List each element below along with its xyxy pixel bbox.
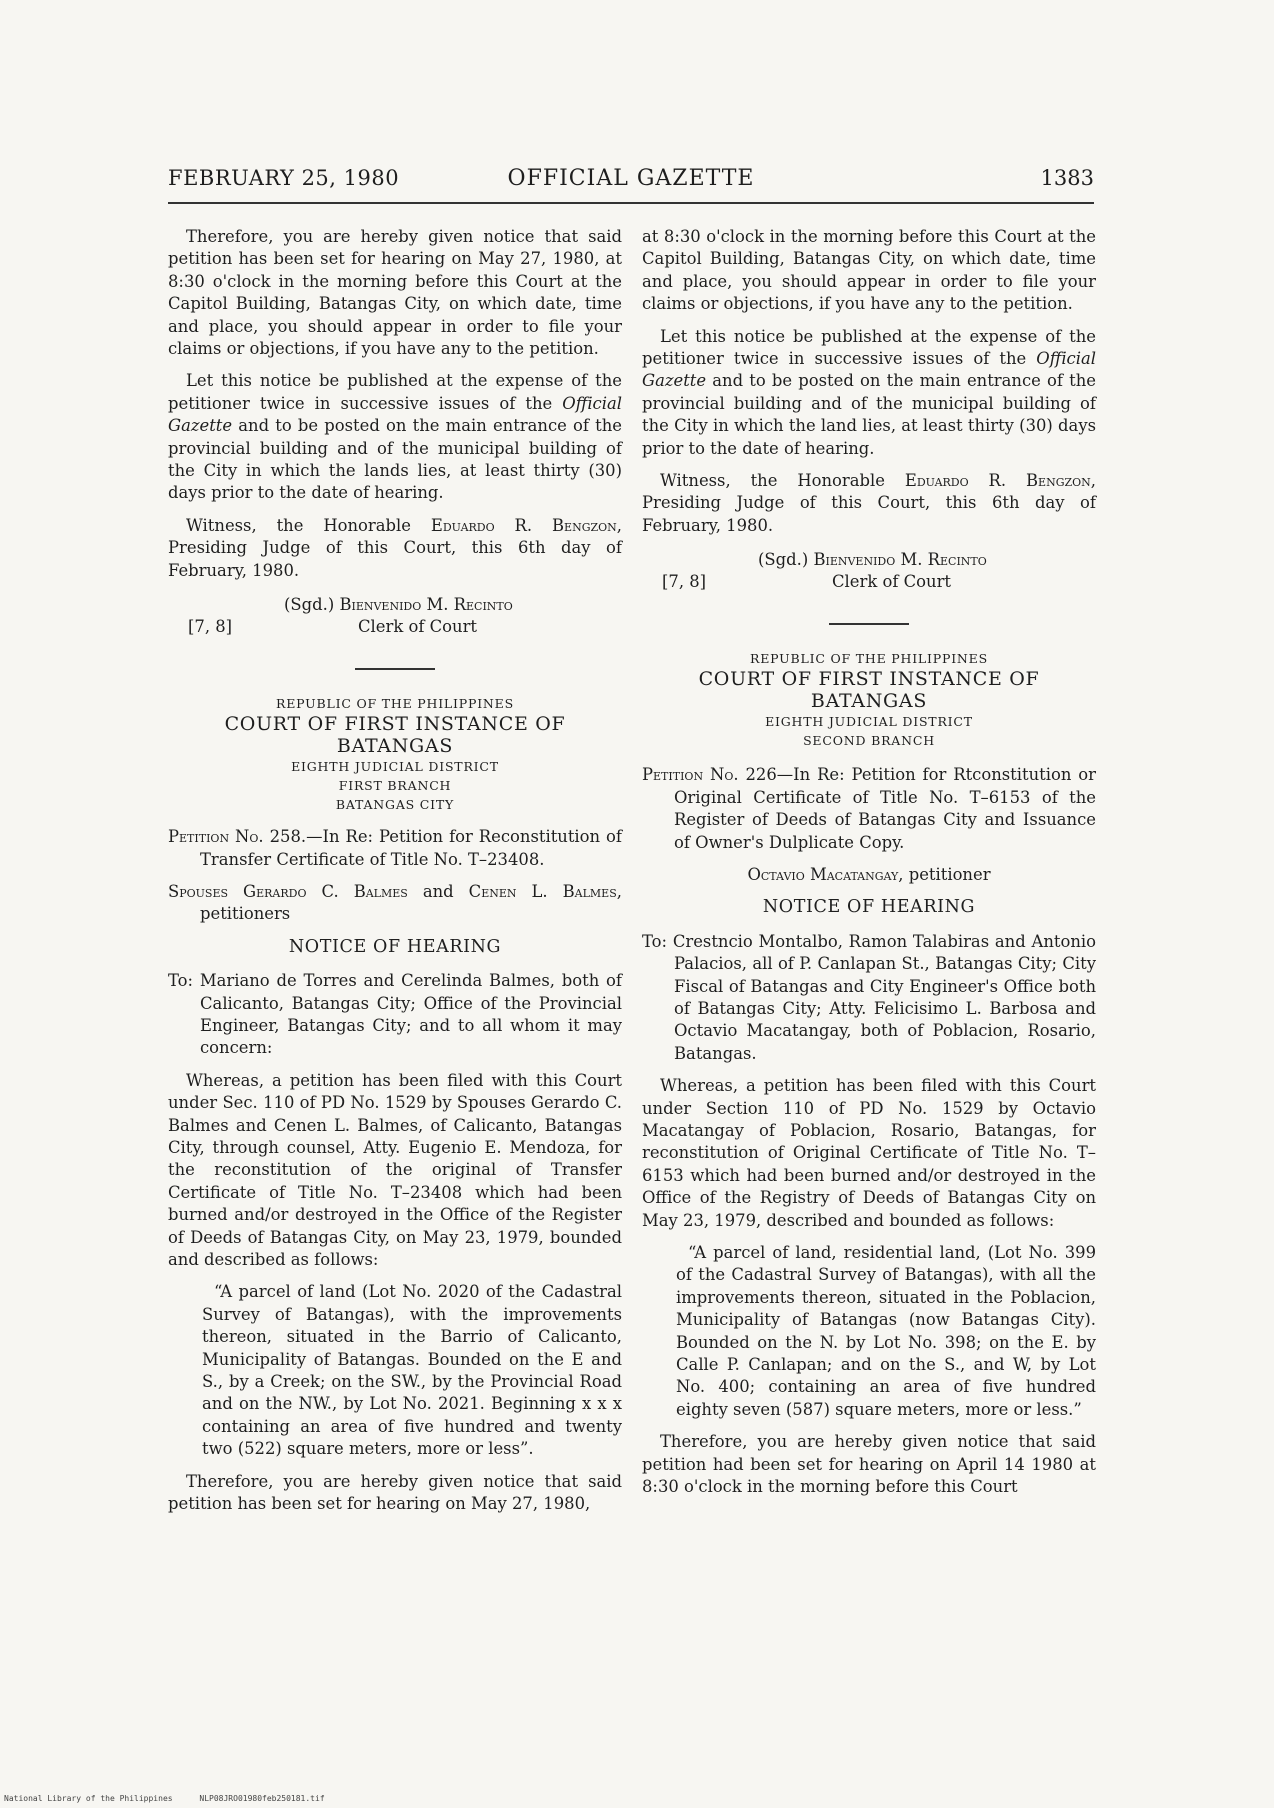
addressees: To: Mariano de Torres and Cerelinda Balmes, both of Calicanto, Batangas City; Office of the Provincial Engineer, Batangas City; and to all whom it may concern: <box>168 971 622 1058</box>
left-column <box>168 226 622 1525</box>
right-signature-block <box>642 547 1096 597</box>
branch-heading: FIRST BRANCH <box>338 778 452 794</box>
gazette-name: Official Gazette <box>168 393 622 436</box>
land-description-quote: “A parcel of land (Lot No. 2020 of the Cadastral Survey of Batangas), with the improvements thereon, situated in the Barrio of Calicanto, Municipality of Batangas. Bounded on the E and S., by a Creek; on the SW., by the Provincial Road and on the NW., by Lot No. 2021. Beginning x x x containing an area of five hundred and twenty two (522) square meters, more or less”. <box>202 1282 622 1459</box>
branch-heading: SECOND BRANCH <box>803 733 935 749</box>
left-closing-paragraph: Therefore, you are hereby given notice that said petition has been set for hearing on May 27, 1980, <box>168 1471 622 1514</box>
addressees: To: Crestncio Montalbo, Ramon Talabiras and Antonio Palacios, all of P. Canlapan St., Batangas City; City Fiscal of Batangas and City Engineer's Office both of Batangas City; Atty. Felicisimo L. Barbosa and Octavio Macatangay, both of Poblacion, Rosario, Batangas. <box>642 931 1096 1063</box>
right-publication-paragraph: Let this notice be published at the expense of the petitioner twice in successive issues of the Official Gazette and to be posted on the main entrance of the provincial building and of the municipal building of the City in which the land lies, at least thirty (30) days prior to the date of hearing. <box>642 326 1096 458</box>
district-heading: EIGHTH JUDICIAL DISTRICT <box>765 714 973 730</box>
whereas-paragraph: Whereas, a petition has been filed with this Court under Section 110 of PD No. 1529 by Octavio Macatangay of Poblacion, Rosario, Batangas, for reconstitution of Original Certificate of Title No. T–6153 which had been burned and/or destroyed in the Office of the Registry of Deeds of Batangas City on May 23, 1979, described and bounded as follows: <box>642 1076 1096 1230</box>
signatory-name: (Sgd.) Bienvenido M. Recinto <box>758 550 987 570</box>
notice-title: NOTICE OF HEARING <box>762 897 976 918</box>
whereas-paragraph: Whereas, a petition has been filed with this Court under Sec. 110 of PD No. 1529 by Spouses Gerardo C. Balmes and Cenen L. Balmes, of Calicanto, Batangas City, through counsel, Atty. Eugenio E. Mendoza, for the reconstitution of the original of Transfer Certificate of Title No. T–23408 which had been burned and/or destroyed in the Office of the Register of Deeds of Batangas City, on May 23, 1979, bounded and described as follows: <box>168 1070 622 1269</box>
petition-caption: Petition No. 258.—In Re: Petition for Reconstitution of Transfer Certificate of Title No. T–23408. <box>168 827 622 869</box>
page-number: 1383 <box>1040 166 1094 190</box>
petitioner-line: Octavio Macatangay, petitioner <box>747 864 991 884</box>
signatory-name: (Sgd.) Bienvenido M. Recinto <box>284 595 513 615</box>
header-title: OFFICIAL GAZETTE <box>507 166 755 191</box>
right-closing-paragraph: Therefore, you are hereby given notice that said petition had been set for hearing on April 14 1980 at 8:30 o'clock in the morning before this Court <box>642 1432 1096 1497</box>
section-separator <box>355 668 435 670</box>
page-header <box>168 166 1094 206</box>
republic-heading: REPUBLIC OF THE PHILIPPINES <box>276 696 514 712</box>
court-heading: COURT OF FIRST INSTANCE OF BATANGAS <box>224 713 566 758</box>
right-continued-paragraph: at 8:30 o'clock in the morning before this Court at the Capitol Building, Batangas City, on which date, time and place, you should appear in order to file your claims or objections, if you have any to the petition. <box>642 227 1096 314</box>
footer-file: NLP08JRO01980feb250181.tif <box>199 1794 325 1803</box>
section-separator <box>829 623 909 625</box>
city-heading: BATANGAS CITY <box>335 797 455 813</box>
left-hearing-paragraph: Therefore, you are hereby given notice that said petition has been set for hearing on May 27, 1980, at 8:30 o'clock in the morning before this Court at the Capitol Building, Batangas City, on which date, time and place, you should appear in order to file your claims or objections, if you have any to the petition. <box>168 227 622 359</box>
gazette-name: Official Gazette <box>642 349 1096 391</box>
petition-caption: Petition No. 226—In Re: Petition for Rtconstitution or Original Certificate of Title No. T–6153 of the Register of Deeds of Batangas City and Issuance of Owner's Dulplicate Copy. <box>642 765 1097 852</box>
republic-heading: REPUBLIC OF THE PHILIPPINES <box>750 651 988 667</box>
left-publication-paragraph: Let this notice be published at the expense of the petitioner twice in successive issues of the Official Gazette and to be posted on the main entrance of the provincial building and of the municipal building of the City in which the lands lies, at least thirty (30) days prior to the date of hearing. <box>168 371 622 503</box>
right-column <box>642 226 1096 1508</box>
judge-name: Eduardo R. Bengzon <box>430 515 617 535</box>
judge-name: Eduardo R. Bengzon <box>904 471 1091 491</box>
petitioners-line: Spouses Gerardo C. Balmes and Cenen L. Balmes, petitioners <box>168 881 622 924</box>
notice-title: NOTICE OF HEARING <box>288 936 502 957</box>
court-heading: COURT OF FIRST INSTANCE OF BATANGAS <box>698 668 1040 713</box>
district-heading: EIGHTH JUDICIAL DISTRICT <box>291 759 499 775</box>
issue-reference: [7, 8] <box>662 572 707 592</box>
header-date: FEBRUARY 25, 1980 <box>168 166 400 190</box>
right-witness-paragraph: Witness, the Honorable Eduardo R. Bengzon, Presiding Judge of this Court, this 6th day of February, 1980. <box>642 471 1096 535</box>
left-witness-paragraph: Witness, the Honorable Eduardo R. Bengzon, Presiding Judge of this Court, this 6th day of February, 1980. <box>168 515 622 580</box>
footer-source: National Library of the Philippines <box>4 1794 173 1803</box>
header-rule <box>168 202 1094 204</box>
signatory-title: Clerk of Court <box>358 617 477 637</box>
signatory-title: Clerk of Court <box>832 572 951 592</box>
scan-footer <box>4 1794 347 1803</box>
issue-reference: [7, 8] <box>188 617 233 637</box>
land-description-quote: “A parcel of land, residential land, (Lot No. 399 of the Cadastral Survey of Batangas), with all the improvements thereon, situated in the Poblacion, Municipality of Batangas (now Batangas City). Bounded on the N. by Lot No. 398; on the E. by Calle P. Canlapan; and on the S., and W, by Lot No. 400; containing an area of five hundred eighty seven (587) square meters, more or less.” <box>676 1243 1096 1419</box>
left-signature-block <box>168 592 622 642</box>
